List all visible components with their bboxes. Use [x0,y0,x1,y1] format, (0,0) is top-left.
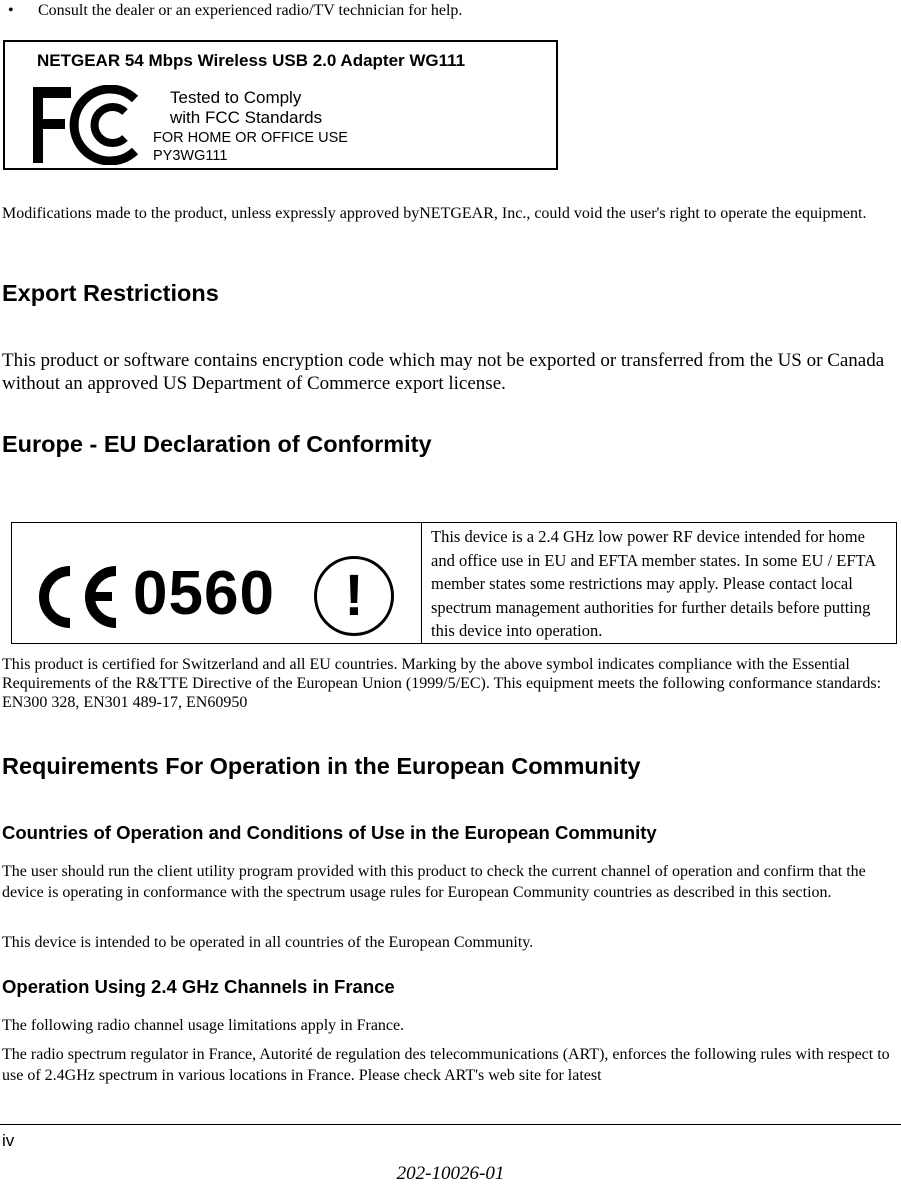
france-heading: Operation Using 2.4 GHz Channels in France [2,976,395,997]
modifications-paragraph: Modifications made to the product, unless expressly approved byNETGEAR, Inc., could void the user's right to operate the equipment. [2,205,867,222]
fcc-label-line2: with FCC Standards [170,108,323,127]
france-paragraph-1: The following radio channel usage limitations apply in France. [2,1017,405,1034]
export-paragraph: This product or software contains encryption code which may not be exported or transferred from the US or Canada without an approved US Department of Commerce export license. [2,350,885,394]
ce-declaration-table [11,522,897,644]
fcc-label-line1: Tested to Comply [170,88,302,107]
europe-heading: Europe - EU Declaration of Conformity [2,431,432,457]
countries-heading: Countries of Operation and Conditions of Use in the European Community [2,822,657,843]
fcc-label [3,40,558,170]
footer-rule [0,1124,901,1125]
ce-notified-body-number: 0560 [133,559,275,628]
page-number: iv [2,1131,15,1150]
document-number: 202-10026-01 [396,1163,505,1184]
alert-icon-glyph: ! [344,563,364,628]
countries-paragraph-1: The user should run the client utility program provided with this product to check the current channel of operation and confirm that the device is operating in conformance with the spectrum usage rules for European Community countries as described in this section. [2,863,866,901]
table-divider [421,523,422,643]
export-heading: Export Restrictions [2,280,219,306]
fcc-label-line3: FOR HOME OR OFFICE USE [153,130,348,146]
france-paragraph-2: The radio spectrum regulator in France, Autorité de regulation des telecommunications (ART), enforces the following rules with respect to use of 2.4GHz spectrum in various locations in France. Please check ART's web site for latest [2,1046,890,1084]
bullet-marker: • [8,2,14,19]
requirements-heading: Requirements For Operation in the European Community [2,753,641,779]
alert-icon [314,556,394,636]
certified-paragraph: This product is certified for Switzerland and all EU countries. Marking by the above symbol indicates compliance with the Essential Requirements of the R&TTE Directive of the European Union (1999/5/EC). This equipment meets the following conformance standards: EN300 328, EN301 489-17, EN60950 [2,656,882,711]
bullet-text: Consult the dealer or an experienced radio/TV technician for help. [38,2,463,19]
fcc-label-title: NETGEAR 54 Mbps Wireless USB 2.0 Adapter WG111 [37,51,466,70]
fcc-label-line4: PY3WG111 [153,148,228,164]
fcc-logo-icon [31,85,141,165]
eu-notice-text: This device is a 2.4 GHz low power RF device intended for home and office use in EU and EFTA member states. In some EU / EFTA member states some restrictions may apply. Please contact local spectrum management authorities for further details before putting this device into operation. [431,527,876,640]
ce-mark-icon [30,563,122,631]
countries-paragraph-2: This device is intended to be operated in all countries of the European Community. [2,934,534,951]
